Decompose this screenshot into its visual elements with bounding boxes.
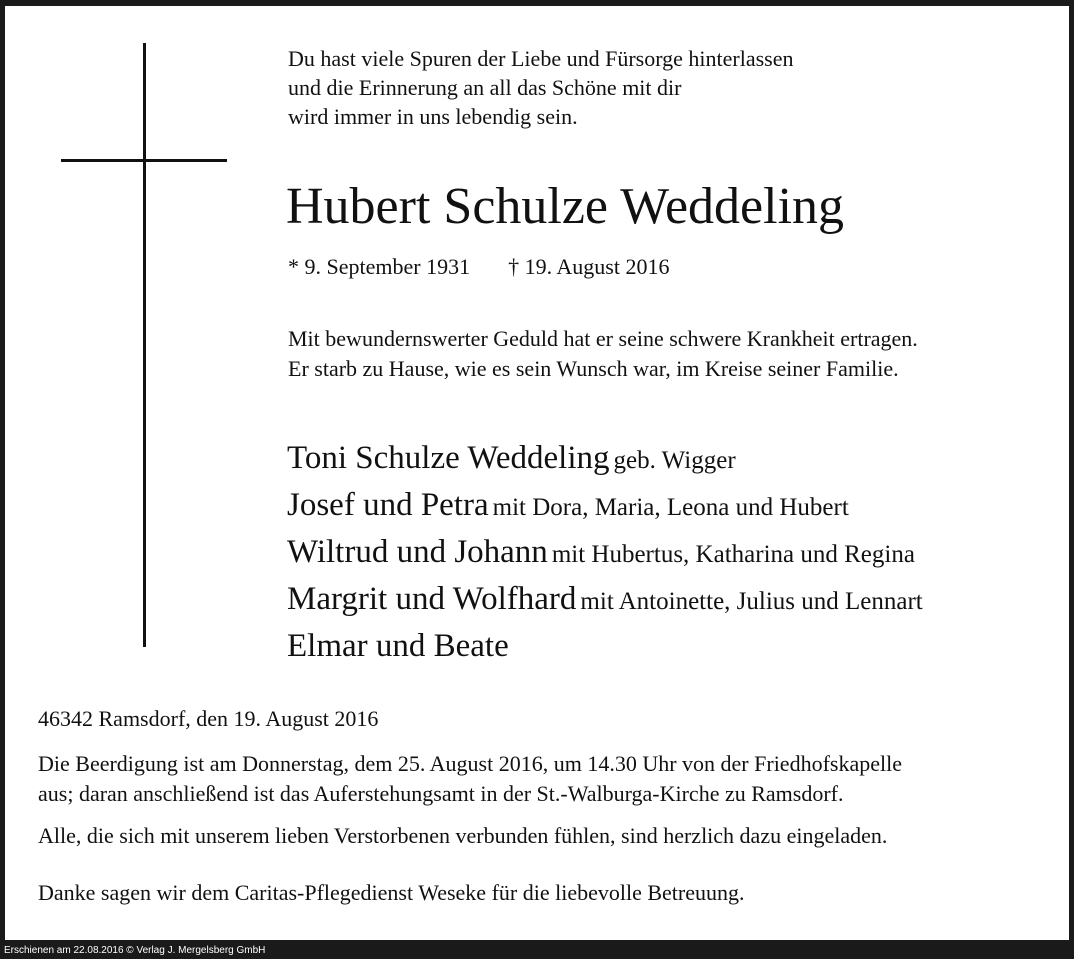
funeral-line: aus; daran anschließend ist das Auferstehungsamt in der St.-Walburga-Kirche zu Ramsdorf. [38, 781, 844, 806]
verse-line: und die Erinnerung an all das Schöne mit dir [288, 75, 682, 100]
mourner-names: Elmar und Beate [287, 628, 509, 664]
thanks-text: Danke sagen wir dem Caritas-Pflegedienst Weseke für die liebevolle Betreuung. [38, 880, 745, 905]
verse-line: wird immer in uns lebendig sein. [288, 104, 578, 129]
mourner-detail: mit Hubertus, Katharina und Regina [551, 541, 915, 568]
invitation-text: Alle, die sich mit unserem lieben Verstorbenen verbunden fühlen, sind herzlich dazu eingeladen. [38, 823, 888, 848]
mourner-names: Toni Schulze Weddeling [287, 440, 610, 476]
deceased-name: Hubert Schulze Weddeling [286, 178, 845, 235]
verse-line: Du hast viele Spuren der Liebe und Fürsorge hinterlassen [288, 46, 794, 71]
illness-text [288, 324, 918, 384]
place-and-date: 46342 Ramsdorf, den 19. August 2016 [38, 706, 379, 731]
funeral-line: Die Beerdigung ist am Donnerstag, dem 25. August 2016, um 14.30 Uhr von der Friedhofskapelle [38, 751, 902, 776]
memorial-verse [288, 44, 793, 131]
publication-footer-bar [0, 940, 1074, 959]
mourner-names: Wiltrud und Johann [287, 534, 548, 570]
mourner-entry [287, 435, 923, 482]
mourner-names: Margrit und Wolfhard [287, 581, 577, 617]
mourner-entry [287, 623, 923, 670]
life-dates [288, 253, 669, 281]
mourners-list [287, 435, 923, 670]
birth-date: * 9. September 1931 [288, 254, 471, 279]
cross-vertical-beam [143, 43, 146, 647]
mourner-detail: mit Antoinette, Julius und Lennart [580, 588, 923, 615]
mourner-detail: geb. Wigger [613, 447, 736, 474]
illness-line: Mit bewundernswerter Geduld hat er seine schwere Krankheit ertragen. [288, 326, 918, 351]
cross-horizontal-beam [61, 159, 227, 162]
mourner-entry [287, 482, 923, 529]
publication-note: Erschienen am 22.08.2016 © Verlag J. Mergelsberg GmbH [4, 945, 266, 956]
illness-line: Er starb zu Hause, wie es sein Wunsch war, im Kreise seiner Familie. [288, 356, 899, 381]
mourner-entry [287, 529, 923, 576]
funeral-details [38, 749, 902, 809]
mourner-detail: mit Dora, Maria, Leona und Hubert [492, 494, 849, 521]
death-date: † 19. August 2016 [508, 254, 670, 279]
mourner-entry [287, 576, 923, 623]
mourner-names: Josef und Petra [287, 487, 489, 523]
